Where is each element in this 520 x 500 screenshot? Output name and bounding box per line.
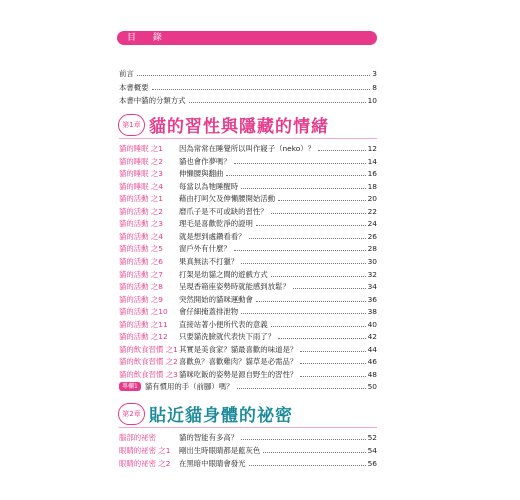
toc-entry[interactable]	[119, 254, 377, 266]
dot-leader	[300, 351, 365, 352]
entry-page-number: 34	[367, 282, 377, 292]
dot-leader	[256, 225, 366, 226]
dot-leader	[278, 200, 366, 201]
entry-page-number: 56	[367, 459, 377, 468]
column-badge: 專欄1	[119, 382, 141, 391]
chapter2-title: 貼近貓身體的祕密	[149, 406, 293, 426]
toc-entry[interactable]	[119, 229, 377, 241]
toc-entry[interactable]	[119, 141, 377, 153]
entry-title: 呈現香箱座姿勢時就能感到放鬆？	[179, 282, 290, 292]
entry-title: 突然開始的貓咪運動會	[179, 294, 253, 304]
chapter1-divider	[119, 138, 377, 139]
entry-title: 理毛是喜歡乾淨的證明	[179, 219, 253, 229]
entry-section-label: 貓的活動 之3	[119, 219, 164, 229]
entry-page-number: 38	[367, 307, 377, 317]
entry-title: 貓的智能有多高？	[179, 433, 239, 442]
entry-section-label: 貓的活動 之1	[119, 194, 164, 204]
dot-leader	[271, 213, 366, 214]
entry-page-number: 42	[367, 332, 377, 342]
entry-section-label: 貓的活動 之4	[119, 231, 164, 241]
entry-title: 打架是幼貓之間的遊戲方式	[179, 269, 268, 279]
dot-leader	[241, 188, 365, 189]
toc-entry[interactable]	[119, 216, 377, 228]
dot-leader	[256, 301, 366, 302]
entry-title: 本書概要	[119, 82, 149, 92]
dot-leader	[152, 89, 371, 90]
toc-title: 目 錄	[127, 33, 169, 43]
toc-entry[interactable]	[119, 342, 377, 354]
toc-entry[interactable]	[119, 456, 377, 468]
dot-leader	[300, 376, 365, 377]
dot-leader	[300, 363, 365, 364]
entry-title: 只要貓洗臉就代表快下雨了？	[179, 332, 276, 342]
entry-title: 剛出生時眼睛都是藍灰色	[179, 446, 261, 455]
entry-title: 貓有慣用的手（前腳）嗎？	[144, 382, 234, 392]
dot-leader	[249, 238, 366, 239]
front-matter-item[interactable]	[119, 93, 377, 105]
entry-title: 其實是美食家？貓最喜歡的味道是？	[179, 344, 298, 354]
toc-entry[interactable]	[119, 430, 377, 442]
entry-page-number: 18	[367, 181, 377, 191]
entry-section-label: 貓的睡眠 之3	[119, 169, 164, 179]
entry-title: 本書中貓的分類方式	[119, 96, 186, 105]
toc-entry[interactable]	[119, 443, 377, 455]
entry-page-number: 24	[367, 219, 377, 229]
entry-page-number: 48	[367, 369, 377, 379]
entry-section-label: 眼睛的祕密 之1	[119, 446, 171, 455]
entry-section-label: 腦部的祕密	[119, 433, 156, 442]
dot-leader	[241, 313, 365, 314]
toc-entry[interactable]	[119, 279, 377, 291]
entry-page-number: 8	[372, 82, 377, 92]
entry-page-number: 22	[367, 206, 377, 216]
chapter1-heading	[118, 112, 329, 137]
entry-page-number: 36	[367, 294, 377, 304]
column-entry[interactable]	[119, 379, 377, 391]
toc-entry[interactable]	[119, 204, 377, 216]
front-matter-item[interactable]	[119, 80, 377, 92]
chapter2-heading	[118, 401, 293, 426]
entry-title: 在黑暗中眼睛會發光	[179, 459, 246, 468]
entry-page-number: 50	[367, 382, 377, 392]
dot-leader	[263, 452, 365, 453]
entry-section-label: 貓的活動 之7	[119, 269, 164, 279]
dot-leader	[271, 276, 366, 277]
entry-title: 每當以為牠睡醒時	[179, 181, 239, 191]
entry-page-number: 30	[367, 256, 377, 266]
entry-section-label: 貓的睡眠 之2	[119, 156, 164, 166]
dot-leader	[278, 338, 366, 339]
dot-leader	[234, 250, 366, 251]
entry-section-label: 貓的活動 之11	[119, 319, 168, 329]
entry-title: 藉由打呵欠及伸懶腰開始活動	[179, 194, 276, 204]
entry-page-number: 28	[367, 244, 377, 254]
entry-title: 直接站著小便所代表的意義	[179, 319, 268, 329]
entry-title: 喜歡魚？喜歡雞肉？貓草是必需品？	[179, 357, 298, 367]
entry-page-number: 44	[367, 344, 377, 354]
entry-section-label: 眼睛的祕密 之2	[119, 459, 171, 468]
dot-leader	[137, 75, 371, 76]
front-matter-item[interactable]	[119, 66, 377, 78]
entry-title: 窗戶外有什麼？	[179, 244, 231, 254]
dot-leader	[293, 288, 366, 289]
entry-title: 貓也會作夢嗎？	[179, 156, 231, 166]
entry-page-number: 3	[372, 69, 377, 78]
toc-entry[interactable]	[119, 317, 377, 329]
entry-section-label: 貓的活動 之5	[119, 244, 164, 254]
entry-section-label: 貓的活動 之2	[119, 206, 164, 216]
dot-leader	[271, 326, 366, 327]
toc-entry[interactable]	[119, 304, 377, 316]
toc-entry[interactable]	[119, 267, 377, 279]
chapter2-badge: 第2章	[118, 403, 145, 425]
toc-entry[interactable]	[119, 292, 377, 304]
entry-page-number: 54	[367, 446, 377, 455]
dot-leader	[234, 163, 366, 164]
dot-leader	[241, 439, 365, 440]
toc-entry[interactable]	[119, 154, 377, 166]
entry-section-label: 貓的活動 之8	[119, 282, 164, 292]
entry-section-label: 貓的飲食習慣 之3	[119, 369, 178, 379]
entry-section-label: 貓的睡眠 之1	[119, 144, 164, 153]
entry-title: 貓咪吃飯的姿勢是源自野生的習性？	[179, 369, 298, 379]
chapter1-title: 貓的習性與隱藏的情緒	[149, 117, 329, 137]
entry-title: 前言	[119, 69, 134, 78]
chapter2-divider	[119, 427, 377, 428]
entry-page-number: 40	[367, 319, 377, 329]
dot-leader	[237, 388, 366, 389]
entry-title: 會仔細掩蓋排泄物	[179, 307, 239, 317]
entry-title: 因為常常在睡覺所以叫作寢子（neko）？	[179, 144, 316, 153]
entry-section-label: 貓的飲食習慣 之2	[119, 357, 178, 367]
entry-title: 就是想到處鑽看看？	[179, 231, 246, 241]
entry-title: 磨爪子是不可或缺的習性？	[179, 206, 268, 216]
dot-leader	[318, 150, 366, 151]
entry-section-label: 貓的活動 之12	[119, 332, 168, 342]
entry-section-label: 貓的睡眠 之4	[119, 181, 164, 191]
toc-entry[interactable]	[119, 367, 377, 379]
entry-page-number: 12	[367, 144, 377, 153]
entry-section-label: 貓的活動 之9	[119, 294, 164, 304]
toc-entry[interactable]	[119, 166, 377, 178]
entry-page-number: 46	[367, 357, 377, 367]
entry-page-number: 20	[367, 194, 377, 204]
entry-page-number: 52	[367, 433, 377, 442]
entry-page-number: 14	[367, 156, 377, 166]
dot-leader	[249, 465, 366, 466]
entry-section-label: 貓的活動 之10	[119, 307, 168, 317]
toc-entry[interactable]	[119, 179, 377, 191]
toc-entry[interactable]	[119, 191, 377, 203]
entry-page-number: 16	[367, 169, 377, 179]
entry-page-number: 32	[367, 269, 377, 279]
entry-section-label: 貓的飲食習慣 之1	[119, 344, 178, 354]
entry-section-label: 貓的活動 之6	[119, 256, 164, 266]
dot-leader	[241, 263, 365, 264]
entry-page-number: 10	[367, 96, 377, 105]
toc-entry[interactable]	[119, 329, 377, 341]
toc-entry[interactable]	[119, 241, 377, 253]
dot-leader	[189, 102, 366, 103]
toc-entry[interactable]	[119, 354, 377, 366]
entry-title: 伸懶腰與翻曲	[179, 169, 224, 179]
dot-leader	[226, 175, 365, 176]
entry-page-number: 26	[367, 231, 377, 241]
chapter1-badge: 第1章	[118, 114, 145, 136]
entry-title: 果真無法不打獵？	[179, 256, 239, 266]
